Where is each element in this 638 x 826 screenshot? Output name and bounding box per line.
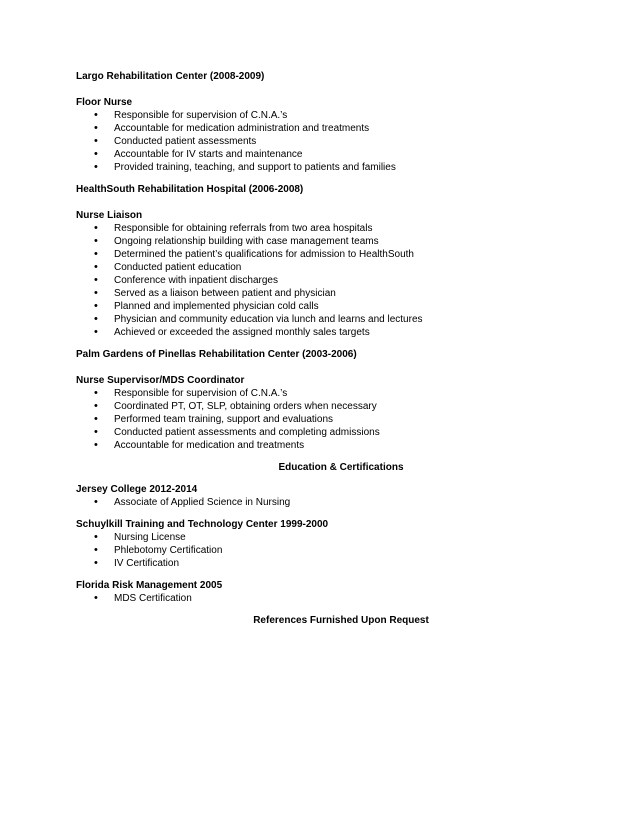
education-entry (76, 483, 566, 509)
spacer (76, 452, 566, 461)
duty-item: • Responsible for obtaining referrals from two area hospitals (76, 222, 566, 235)
job-entry (76, 70, 566, 174)
duty-item: • Conducted patient assessments (76, 135, 566, 148)
duty-item: • Provided training, teaching, and support to patients and families (76, 161, 566, 174)
spacer (76, 83, 566, 96)
duty-item: • Accountable for medication and treatments (76, 439, 566, 452)
credential-list (76, 592, 566, 605)
job-entry (76, 183, 566, 339)
spacer (76, 570, 566, 579)
credential-item: • Associate of Applied Science in Nursing (76, 496, 566, 509)
duty-item: • Planned and implemented physician cold calls (76, 300, 566, 313)
credential-item: • MDS Certification (76, 592, 566, 605)
credential-item: • IV Certification (76, 557, 566, 570)
duties-list (76, 387, 566, 452)
education-entry (76, 518, 566, 570)
duty-item: • Accountable for medication administration and treatments (76, 122, 566, 135)
duty-item: • Physician and community education via lunch and learns and lectures (76, 313, 566, 326)
job-title: Floor Nurse (76, 97, 133, 108)
duty-item: • Responsible for supervision of C.N.A.’s (76, 109, 566, 122)
credential-list (76, 496, 566, 509)
spacer (76, 509, 566, 518)
resume-page (76, 70, 566, 627)
duty-item: • Ongoing relationship building with case management teams (76, 235, 566, 248)
references-note: References Furnished Upon Request (253, 615, 429, 626)
spacer (76, 361, 566, 374)
education-heading: Education & Certifications (278, 462, 404, 473)
employer-heading: HealthSouth Rehabilitation Hospital (2006-2008) (76, 184, 304, 195)
duty-item: • Conference with inpatient discharges (76, 274, 566, 287)
job-title: Nurse Supervisor/MDS Coordinator (76, 375, 245, 386)
duty-item: • Responsible for supervision of C.N.A.’s (76, 387, 566, 400)
credential-list (76, 531, 566, 570)
duty-item: • Determined the patient’s qualifications for admission to HealthSouth (76, 248, 566, 261)
spacer (76, 174, 566, 183)
duties-list (76, 222, 566, 339)
employer-heading: Palm Gardens of Pinellas Rehabilitation Center (2003-2006) (76, 349, 357, 360)
duty-item: • Achieved or exceeded the assigned monthly sales targets (76, 326, 566, 339)
duty-item: • Performed team training, support and evaluations (76, 413, 566, 426)
job-entry (76, 348, 566, 452)
credential-item: • Nursing License (76, 531, 566, 544)
duty-item: • Accountable for IV starts and maintenance (76, 148, 566, 161)
spacer (76, 605, 566, 614)
school-heading: Jersey College 2012-2014 (76, 484, 198, 495)
credential-item: • Phlebotomy Certification (76, 544, 566, 557)
duty-item: • Conducted patient education (76, 261, 566, 274)
education-entry (76, 579, 566, 605)
spacer (76, 339, 566, 348)
employer-heading: Largo Rehabilitation Center (2008-2009) (76, 71, 265, 82)
spacer (76, 196, 566, 209)
school-heading: Florida Risk Management 2005 (76, 580, 223, 591)
job-title: Nurse Liaison (76, 210, 143, 221)
duty-item: • Conducted patient assessments and completing admissions (76, 426, 566, 439)
duty-item: • Served as a liaison between patient and physician (76, 287, 566, 300)
spacer (76, 474, 566, 483)
school-heading: Schuylkill Training and Technology Center 1999-2000 (76, 519, 329, 530)
duty-item: • Coordinated PT, OT, SLP, obtaining orders when necessary (76, 400, 566, 413)
duties-list (76, 109, 566, 174)
